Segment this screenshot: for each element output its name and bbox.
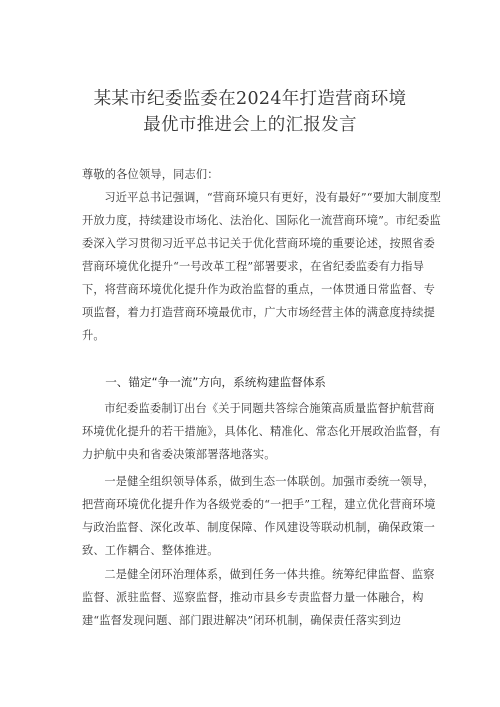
section1-paragraph-1: 市纪委监委制订出台《关于同题共答综合施策高质量监督护航营商环境优化提升的若干措施》，具体化、精准化、常态化开展政治监督，有力护航中央和省委决策部署落地落实。 (82, 402, 441, 461)
section1-paragraph-3: 二是健全闭环治理体系，做到任务一体共推。统筹纪律监督、监察监督、派驻监督、巡察监督，推动市县乡专责监督力量一体融合，构建“监督发现问题、部门跟进解决”闭环机制，确保责任落实到边 (82, 568, 435, 627)
section1-paragraph-2: 一是健全组织领导体系，做到生态一体联创。加强市委统一领导，把营商环境优化提升作为各级党委的“一把手”工程，建立优化营商环境与政治监督、深化改革、制度保障、作风建设等联动机制，确保政策一致、工作耦合、整体推进。 (82, 475, 436, 557)
document-title-line-2: 最优市推进会上的汇报发言 (143, 115, 357, 135)
section-heading-1: 一、锚定“争一流”方向，系统构建监督体系 (105, 375, 326, 389)
document-title-line-1: 某某市纪委监委在2024年打造营商环境 (93, 89, 407, 109)
intro-paragraph: 习近平总书记强调，“营商环境只有更好，没有最好”“要加大制度型开放力度，持续建设市场化、法治化、国际化一流营商环境”。市纪委监委深入学习贯彻习近平总书记关于优化营商环境的重要论述，按照省委营商环境优化提升“一号改革工程”部署要求，在省纪委监委有力指导下，将营商环境优化提升作为政治监督的重点，一体贯通日常监督、专项监督，着力打造营商环境最优市，广大市场经营主体的满意度持续提升。 (82, 191, 442, 342)
salutation: 尊敬的各位领导，同志们： (82, 168, 219, 181)
